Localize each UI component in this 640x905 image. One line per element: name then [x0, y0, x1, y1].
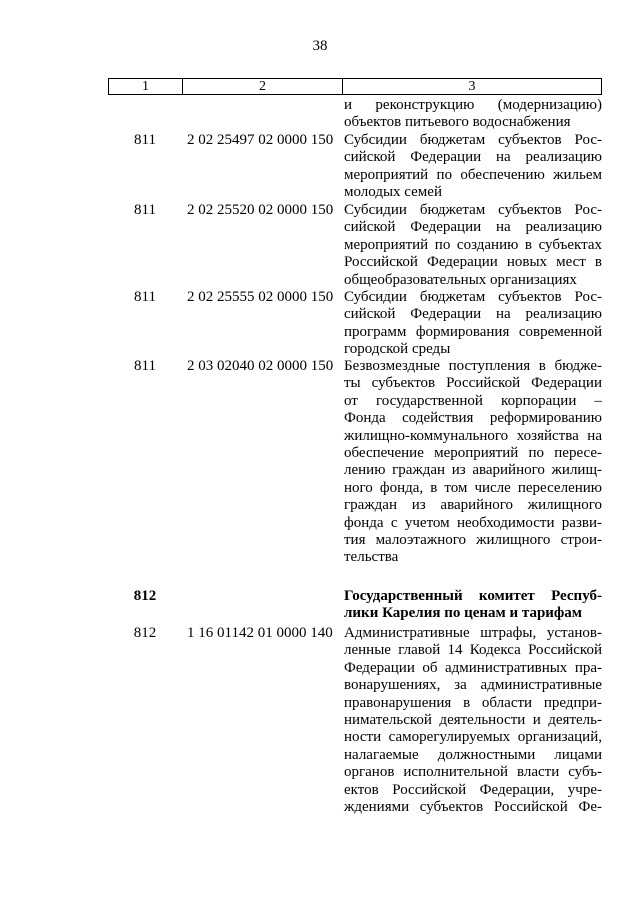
header-col-1: 1: [109, 79, 183, 94]
text-line: жилищно-коммунального хозяйства на: [344, 427, 602, 444]
page-number: 38: [312, 38, 328, 54]
text-line: Субсидии бюджетам субъектов Рос-: [344, 132, 602, 148]
description: [344, 289, 602, 359]
text-line: сийской Федерации на реализацию: [344, 219, 602, 236]
text-line: объектов питьевого водоснабжения: [344, 114, 571, 131]
description: [344, 625, 602, 816]
text-line: Субсидии бюджетам субъектов Рос-: [344, 289, 602, 305]
text-line: ности саморегулируемых организаций,: [344, 729, 602, 746]
text-line: Безвозмездные поступления в бюдже-: [344, 358, 602, 374]
admin-code: 812: [133, 625, 157, 641]
description: [344, 358, 602, 567]
description: [344, 132, 602, 202]
text-line: мероприятий по созданию в субъектах: [344, 236, 602, 253]
budget-classification-code: 2 02 25555 02 0000 150: [187, 289, 334, 305]
text-line: обеспечение мероприятий по пересе-: [344, 445, 602, 462]
text-line: тельства: [344, 549, 399, 566]
section-heading: [344, 588, 602, 623]
text-line: Субсидии бюджетам субъектов Рос-: [344, 202, 602, 218]
text-line: общеобразовательных организациях: [344, 271, 577, 288]
text-line: правонарушения в области предпри-: [344, 694, 602, 711]
text-line: городской среды: [344, 341, 451, 358]
table-header: [108, 78, 602, 95]
admin-code: 811: [134, 289, 156, 305]
text-line: программ формирования современной: [344, 323, 602, 340]
description: [344, 202, 602, 289]
budget-classification-code: 2 03 02040 02 0000 150: [187, 358, 334, 374]
text-line: сийской Федерации на реализацию: [344, 306, 602, 323]
header-col-2: 2: [183, 79, 343, 94]
text-line: молодых семей: [344, 184, 442, 201]
header-col-3: 3: [468, 79, 476, 94]
text-line: фонда с учетом необходимости разви-: [344, 514, 602, 531]
admin-code: 812: [133, 588, 157, 604]
text-line: граждан из аварийного жилищного: [344, 497, 602, 514]
text-line: вонарушениях, за административные: [344, 677, 602, 694]
admin-code: 811: [134, 358, 156, 374]
text-line: лики Карелия по ценам и тарифам: [344, 605, 583, 622]
text-line: ектов Российской Федерации, учре-: [344, 781, 602, 798]
text-line: от государственной корпорации –: [344, 392, 602, 409]
text-line: налагаемые должностными лицами: [344, 746, 602, 763]
text-line: нимательской деятельности и деятель-: [344, 712, 602, 729]
budget-classification-code: 2 02 25497 02 0000 150: [187, 132, 334, 148]
text-line: органов исполнительной власти субъ-: [344, 764, 602, 781]
admin-code: 811: [134, 202, 156, 218]
admin-code: 811: [134, 132, 156, 148]
text-line: мероприятий по обеспечению жильем: [344, 166, 602, 183]
text-line: тия малоэтажного жилищного строи-: [344, 532, 602, 549]
text-line: ленные главой 14 Кодекса Российской: [344, 642, 602, 659]
text-line: Федерации об административных пра-: [344, 659, 602, 676]
text-line: Административные штрафы, установ-: [344, 625, 602, 641]
budget-classification-code: 2 02 25520 02 0000 150: [187, 202, 334, 218]
text-line: ного фонда, в том числе переселению: [344, 479, 602, 496]
budget-classification-code: 1 16 01142 01 0000 140: [187, 625, 333, 641]
text-line: Фонда содействия реформированию: [344, 410, 602, 427]
text-line: ты субъектов Российской Федерации: [344, 375, 602, 392]
text-line: сийской Федерации на реализацию: [344, 149, 602, 166]
continuation-text: [344, 97, 602, 132]
text-line: Государственный комитет Респуб-: [344, 588, 602, 604]
text-line: и реконструкцию (модернизацию): [344, 97, 602, 113]
text-line: ждениями субъектов Российской Фе-: [344, 799, 602, 816]
text-line: Российской Федерации новых мест в: [344, 254, 602, 271]
text-line: лению граждан из аварийного жилищ-: [344, 462, 602, 479]
